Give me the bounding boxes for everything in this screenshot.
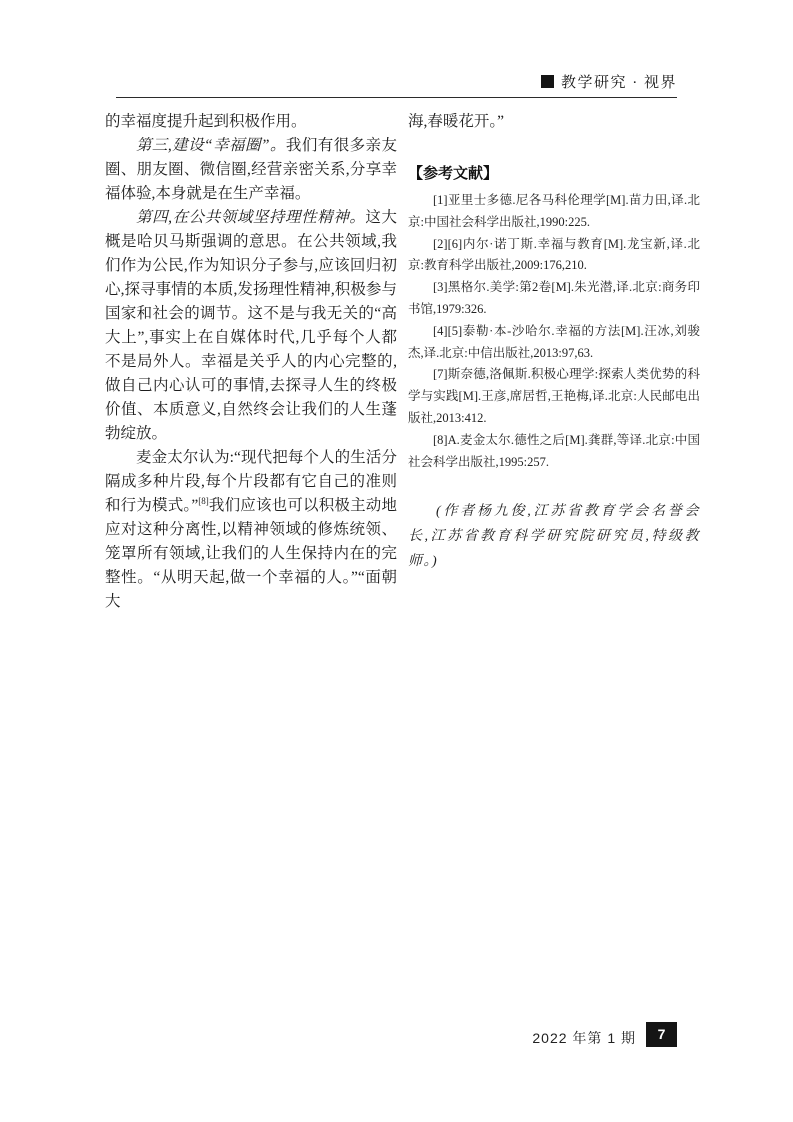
- citation-superscript: [8]: [198, 496, 209, 506]
- reference-item: [7]斯奈德,洛佩斯.积极心理学:探索人类优势的科学与实践[M].王彦,席居哲,王艳梅,译.北京:人民邮电出版社,2013:412.: [408, 367, 700, 425]
- paragraph-continuation: 海,春暖花开。”: [408, 113, 505, 130]
- paragraph-text: 我们应该也可以积极主动地应对这种分离性,以精神领域的修炼统领、笼罩所有领域,让我们的人生保持内在的完整性。“从明天起,做一个幸福的人。”“面朝大: [105, 497, 397, 610]
- running-head: [116, 74, 677, 92]
- paragraph-fourth-point: [105, 206, 397, 446]
- paragraph-text: 这大概是哈贝马斯强调的意思。在公共领域,我们作为公民,作为知识分子参与,应该回归初心,探寻事情的本质,发扬理性精神,积极参与国家和社会的调节。这不是与我无关的“高大上”,事实上在自媒体时代,几乎每个人都不是局外人。幸福是关乎人的内心完整的,做自己内心认可的事情,去探寻人生的终极价值、本质意义,自然终会让我们的人生蓬勃绽放。: [105, 209, 397, 442]
- right-column: [408, 110, 700, 588]
- footer-issue-label: 2022 年第 1 期: [532, 1030, 636, 1046]
- paragraph-lead: 第四,在公共领域坚持理性精神。: [136, 209, 366, 226]
- left-column: [105, 110, 397, 614]
- reference-item: [3]黑格尔.美学:第2卷[M].朱光潜,译.北京:商务印书馆,1979:326.: [408, 280, 700, 316]
- reference-item: [4][5]泰勒·本-沙哈尔.幸福的方法[M].汪冰,刘骏杰,译.北京:中信出版社,2013:97,63.: [408, 323, 700, 360]
- header-rule: [116, 97, 677, 98]
- author-note: (作者杨九俊,江苏省教育学会名誉会长,江苏省教育科学研究院研究员,特级教师。): [408, 504, 700, 570]
- paragraph-text: 麦金太尔认为:“现代把每个人的生活分隔成多种片段,每个片段都有它自己的准则和行为模式。”: [105, 449, 397, 514]
- paragraph-third-point: [105, 134, 397, 206]
- reference-item: [2][6]内尔·诺丁斯.幸福与教育[M].龙宝新,译.北京:教育科学出版社,2009:176,210.: [408, 236, 700, 273]
- reference-item: [8]A.麦金太尔.德性之后[M].龚群,等译.北京:中国社会科学出版社,1995:257.: [408, 432, 700, 469]
- paragraph-continuation: 的幸福度提升起到积极作用。: [105, 113, 307, 130]
- section-marker-icon: [541, 75, 554, 88]
- references-heading: 【参考文献】: [408, 166, 499, 182]
- reference-item: [1]亚里士多德.尼各马科伦理学[M].苗力田,译.北京:中国社会科学出版社,1990:225.: [408, 193, 700, 229]
- paragraph-lead: 第三,建设“幸福圈”。: [136, 137, 286, 154]
- paragraph-macintyre: [105, 446, 397, 614]
- section-label: 教学研究 · 视界: [561, 75, 677, 91]
- paragraph-text: 我们有很多亲友圈、朋友圈、微信圈,经营亲密关系,分享幸福体验,本身就是在生产幸福。: [105, 137, 397, 202]
- references-list: [408, 190, 700, 473]
- page-number-badge: 7: [646, 1022, 677, 1047]
